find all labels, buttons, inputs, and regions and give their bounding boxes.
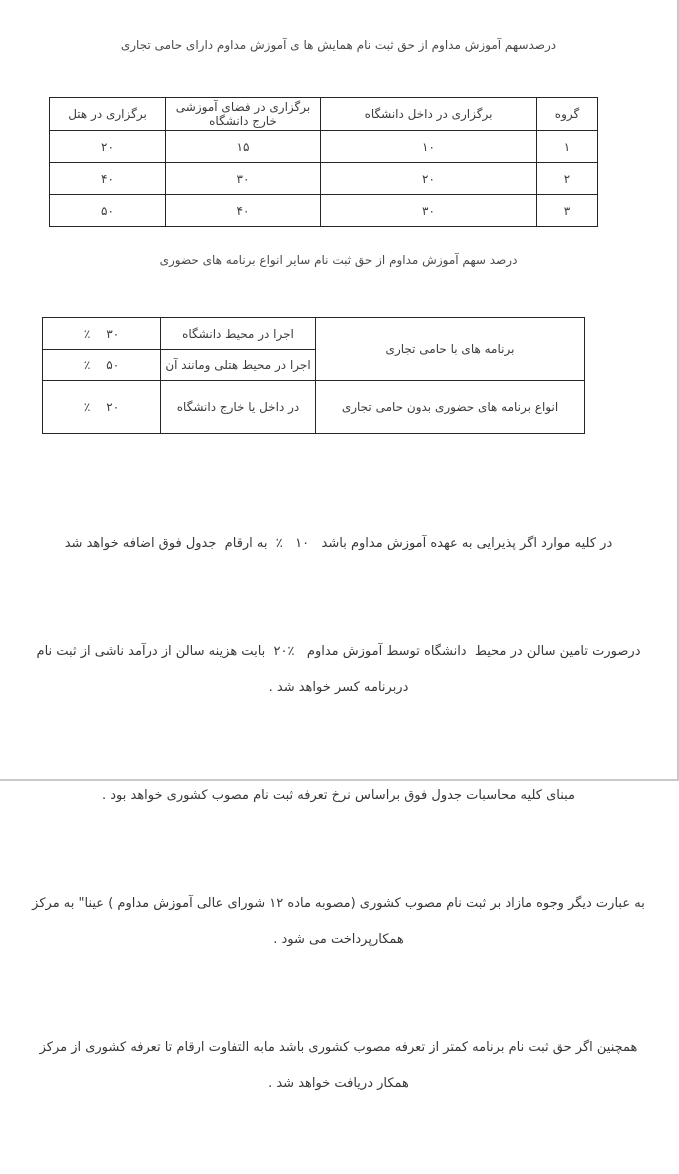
hotel-cell: ۲۰: [50, 131, 166, 163]
sponsored-conferences-table-title: درصدسهم آموزش مداوم از حق ثبت نام همایش ها ی آموزش مداوم دارای حامی تجاری: [120, 38, 557, 52]
location-cell: اجرا در محیط دانشگاه: [161, 318, 316, 350]
percent-cell: [43, 381, 161, 434]
hotel-cell: ۴۰: [50, 163, 166, 195]
table-row: [50, 163, 598, 195]
category-cell: برنامه های با حامی تجاری: [316, 318, 585, 381]
location-cell: در داخل یا خارج دانشگاه: [161, 381, 316, 434]
table-header-row: [50, 98, 598, 131]
percent-cell: [43, 350, 161, 381]
group-cell: ۳: [537, 195, 598, 227]
inside-cell: ۲۰: [321, 163, 537, 195]
category-cell: انواع برنامه های حضوری بدون حامی تجاری: [316, 381, 585, 434]
outside-cell: ۱۵: [166, 131, 321, 163]
group-cell: ۲: [537, 163, 598, 195]
note-shortfall-collection: همچنین اگر حق ثبت نام برنامه کمتر از تعرفه مصوب کشوری باشد مابه التفاوت ارقام تا تعرفه کشوری از مرکز همکار دریافت خواهد شد .: [35, 1040, 638, 1091]
header-inside-university: برگزاری در داخل دانشگاه: [321, 98, 537, 131]
percent-value: ۲۰: [106, 400, 120, 414]
percent-cell: [43, 318, 161, 350]
inside-cell: ۳۰: [321, 195, 537, 227]
location-cell: اجرا در محیط هتلی ومانند آن: [161, 350, 316, 381]
header-hotel: برگزاری در هتل: [50, 98, 166, 131]
note-hall-cost-deduction: درصورت تامین سالن در محیط دانشگاه توسط آموزش مداوم ٪۲۰ بابت هزینه سالن از درآمد ناشی از ثبت نام دربرنامه کسر خواهد شد .: [32, 644, 641, 695]
header-group: گروه: [537, 98, 598, 131]
group-cell: ۱: [537, 131, 598, 163]
sponsored-conferences-fee-table: [49, 97, 598, 227]
header-outside-educational-space: برگزاری در فضای آموزشی خارج دانشگاه: [166, 98, 321, 131]
percent-value: ۳۰: [106, 326, 120, 341]
table-row: [50, 131, 598, 163]
other-programs-table-title: درصد سهم آموزش مداوم از حق ثبت نام سایر انواع برنامه های حضوری: [159, 253, 518, 267]
table-row: [43, 318, 585, 350]
hotel-cell: ۵۰: [50, 195, 166, 227]
note-catering-surcharge: در کلیه موارد اگر پذیرایی به عهده آموزش مداوم باشد ۱۰ ٪ به ارقام جدول فوق اضافه خواهد شد: [64, 536, 613, 551]
note-excess-funds-payment: به عبارت دیگر وجوه مازاد بر ثبت نام مصوب کشوری (مصوبه ماده ۱۲ شورای عالی آموزش مداوم ) عینا" به مرکز همکارپرداخت می شود .: [28, 896, 645, 947]
percent-sign: ٪: [83, 358, 91, 372]
percent-value: ۵۰: [106, 358, 120, 372]
outside-cell: ۴۰: [166, 195, 321, 227]
table-row: [50, 195, 598, 227]
percent-sign: ٪: [83, 400, 91, 414]
other-programs-fee-table: [42, 317, 585, 434]
inside-cell: ۱۰: [321, 131, 537, 163]
percent-sign: ٪: [83, 326, 91, 341]
outside-cell: ۳۰: [166, 163, 321, 195]
table-row: [43, 381, 585, 434]
note-national-tariff-basis: مبنای کلیه محاسبات جدول فوق براساس نرخ تعرفه ثبت نام مصوب کشوری خواهد بود .: [101, 788, 576, 803]
regulation-notes: [22, 454, 655, 1174]
